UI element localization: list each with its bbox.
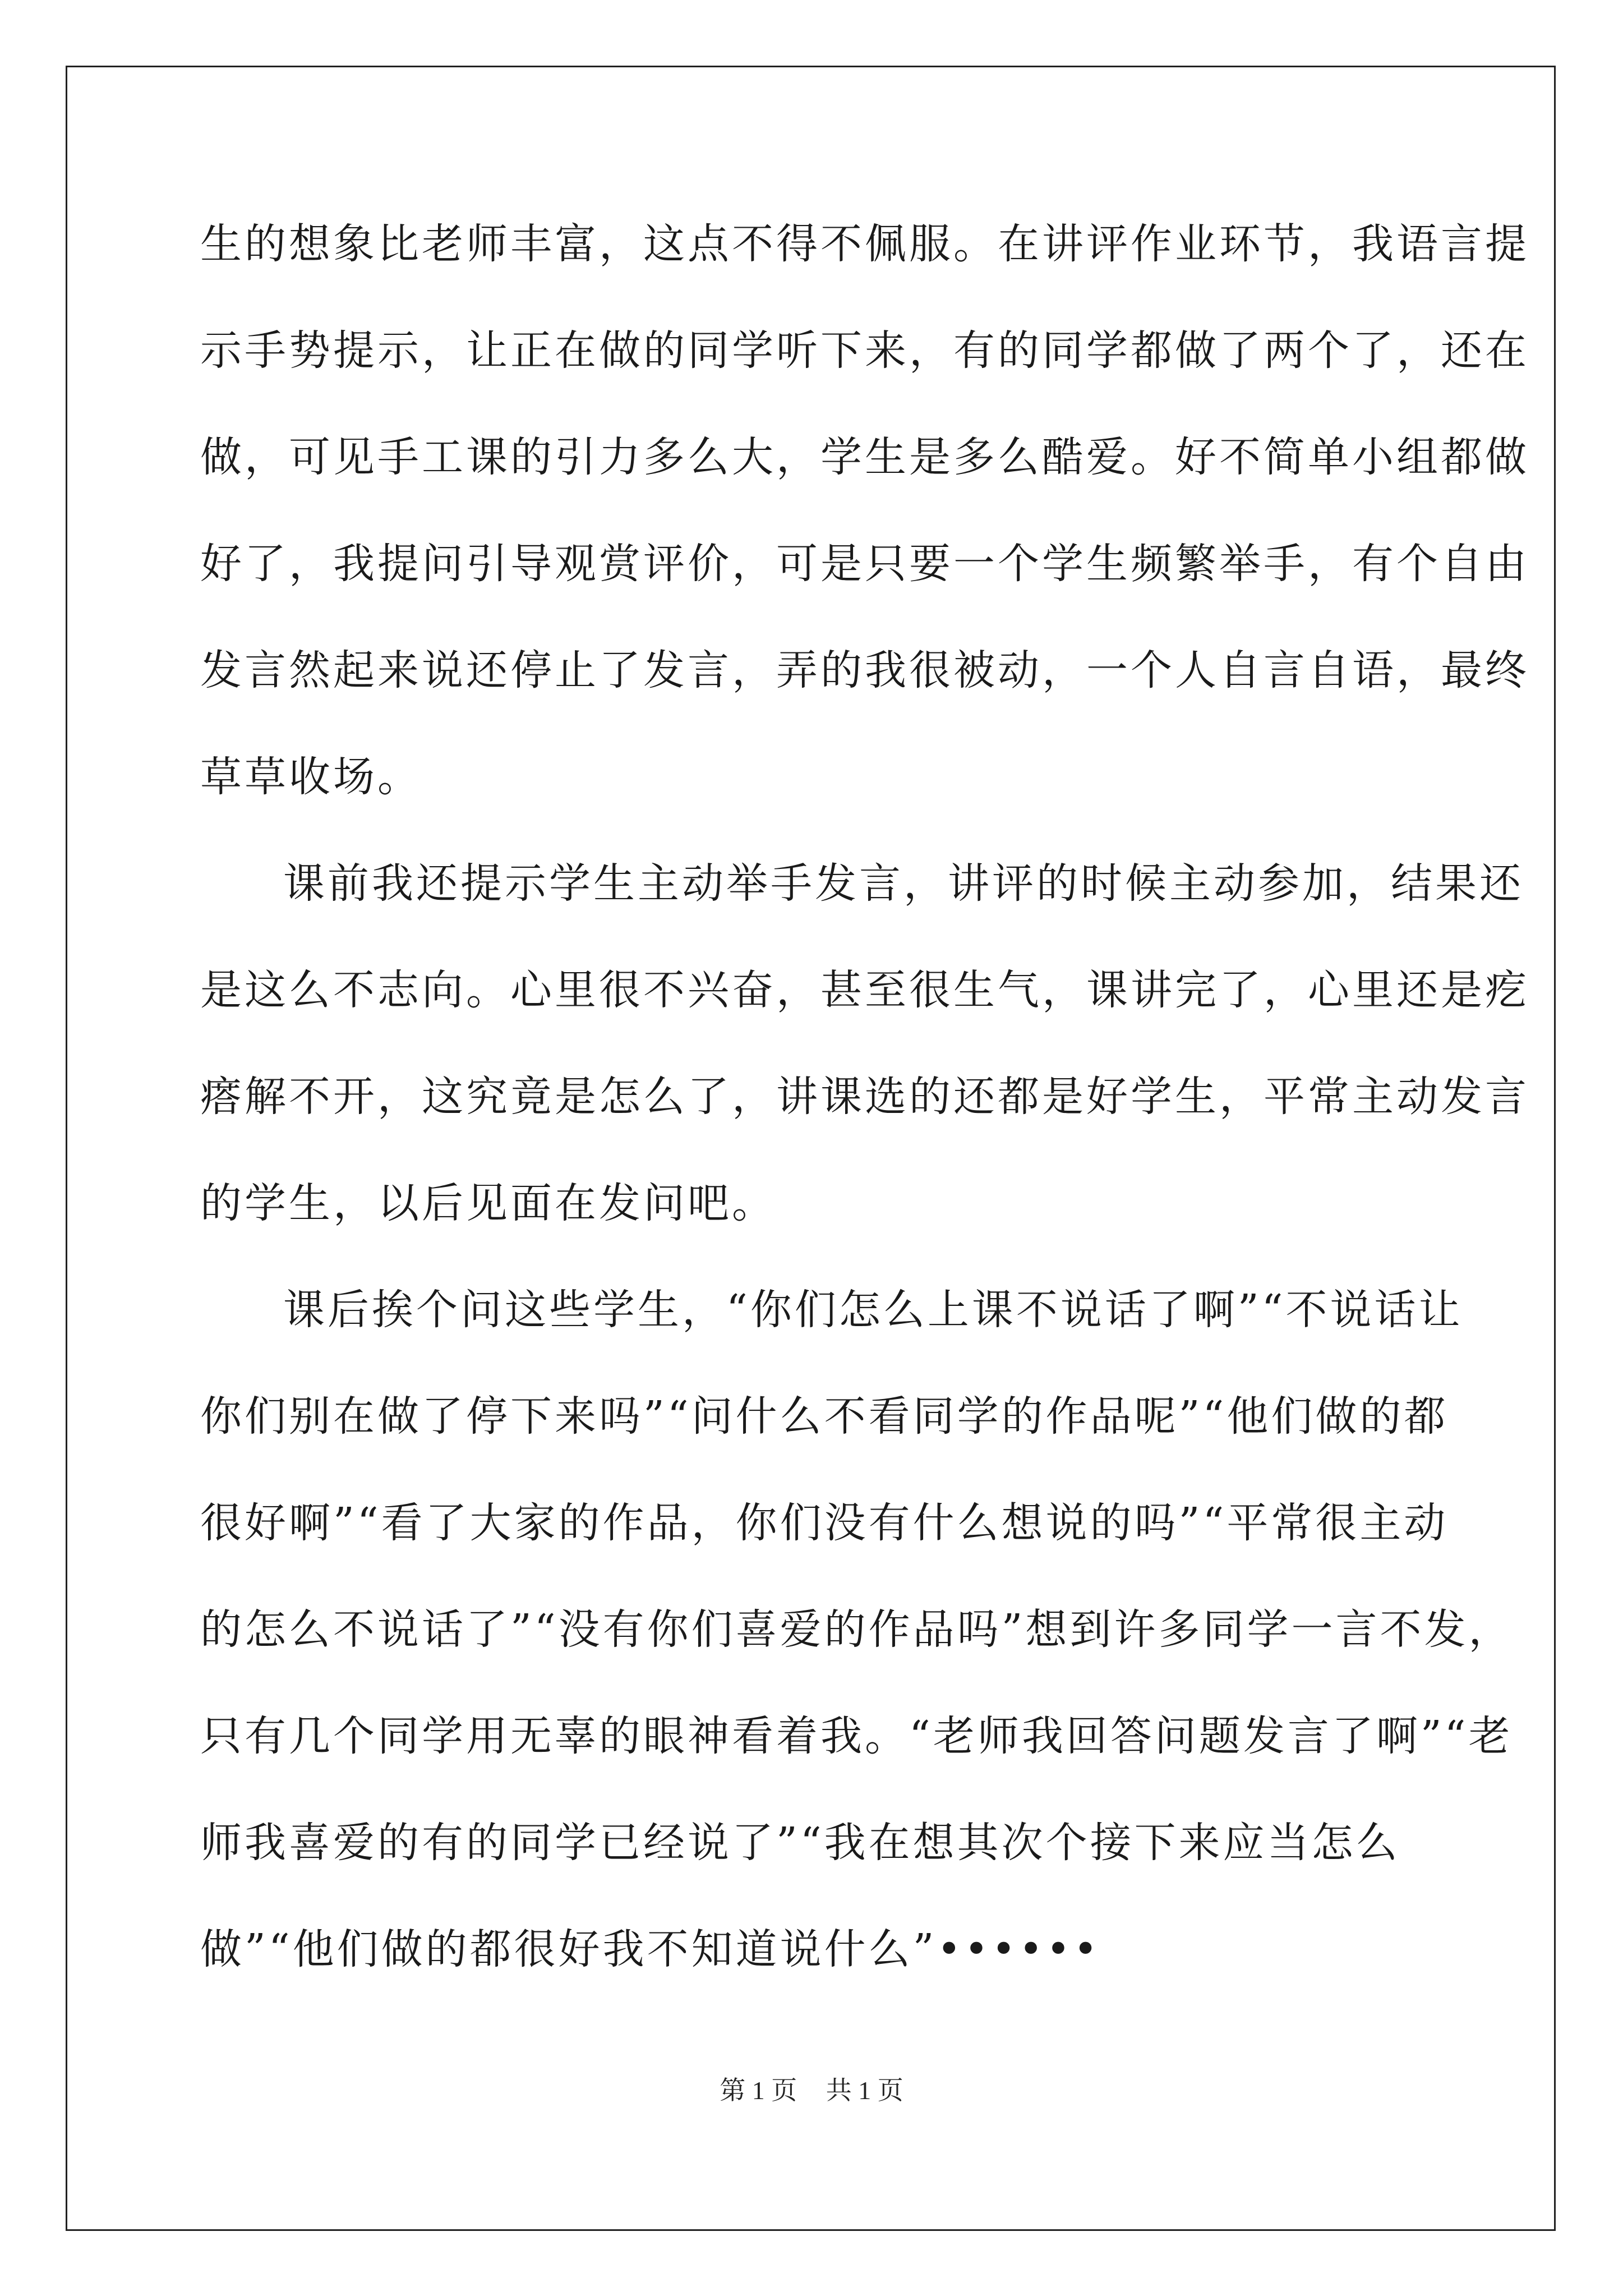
text-line: 的怎么不说话了”“没有你们喜爱的作品吗”想到许多同学一言不发， <box>200 1605 1513 1654</box>
text-line: 很好啊”“看了大家的作品，你们没有什么想说的吗”“平常很主动 <box>200 1499 1449 1547</box>
page-total: 共 1 页 <box>826 2076 903 2105</box>
text-line: 是这么不志向。心里很不兴奋，甚至很生气，课讲完了，心里还是疙 <box>200 966 1529 1014</box>
text-line: 瘩解不开，这究竟是怎么了，讲课选的还都是好学生，平常主动发言 <box>200 1073 1529 1121</box>
paragraph-start-line: 课前我还提示学生主动举手发言，讲评的时候主动参加，结果还 <box>283 859 1524 908</box>
text-line: 示手势提示，让正在做的同学听下来，有的同学都做了两个了，还在 <box>200 326 1529 375</box>
paragraph-start-line: 课后挨个问这些学生，“你们怎么上课不说话了啊”“不说话让 <box>283 1286 1463 1334</box>
text-line: 发言然起来说还停止了发言，弄的我很被动，一个人自言自语，最终 <box>200 646 1529 694</box>
page-footer <box>0 2070 1623 2107</box>
text-line: 生的想象比老师丰富，这点不得不佩服。在讲评作业环节，我语言提 <box>200 220 1529 268</box>
text-line: 的学生，以后见面在发问吧。 <box>200 1179 776 1227</box>
text-line: 师我喜爱的有的同学已经说了”“我在想其次个接下来应当怎么 <box>200 1819 1400 1867</box>
page-number: 第 1 页 <box>720 2076 797 2105</box>
document-body <box>200 208 1529 2019</box>
text-line: 草草收场。 <box>200 753 422 801</box>
text-line: 好了，我提问引导观赏评价，可是只要一个学生频繁举手，有个自由 <box>200 540 1529 588</box>
text-line: 只有几个同学用无辜的眼神看着我。“老师我回答问题发言了啊”“老 <box>200 1712 1513 1760</box>
text-line: 做，可见手工课的引力多么大，学生是多么酷爱。好不简单小组都做 <box>200 433 1529 481</box>
text-line: 你们别在做了停下来吗”“问什么不看同学的作品呢”“他们做的都 <box>200 1392 1449 1441</box>
text-line: 做”“他们做的都很好我不知道说什么”•••••• <box>200 1925 1101 1973</box>
